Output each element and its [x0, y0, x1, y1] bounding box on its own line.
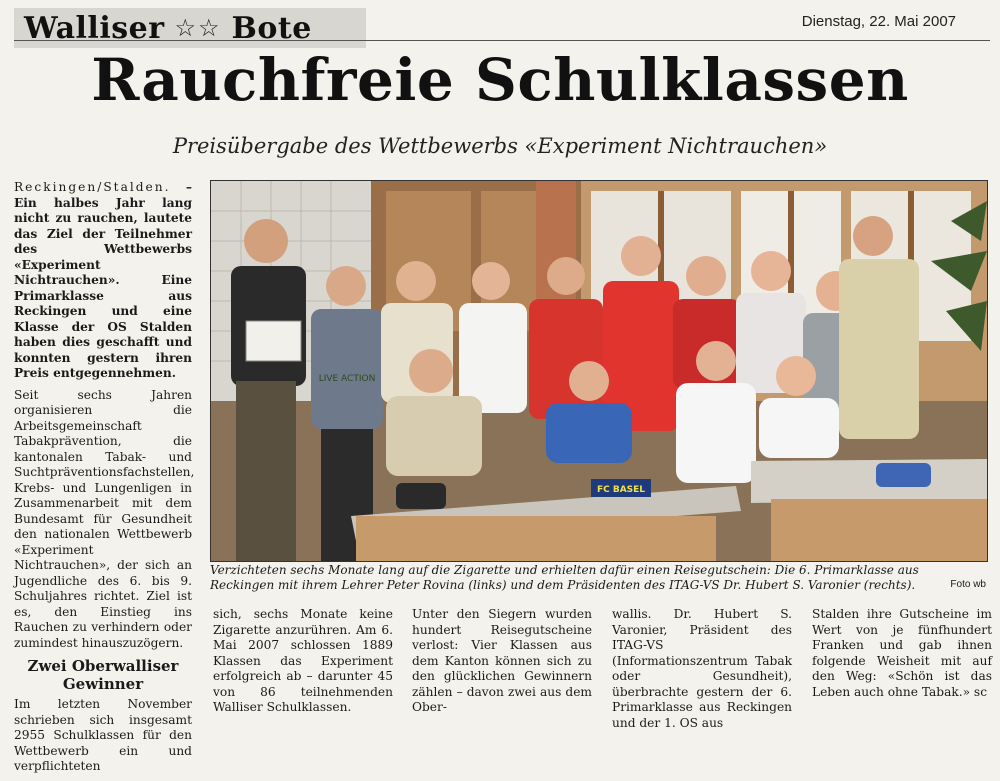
column-2: sich, sechs Monate keine Zigarette anzurühren. Am 6. Mai 2007 schlossen 1889 Klassen das Experiment erfolgreich ab – darunter 45 von 86 teilnehmenden Walliser Schulklassen. [213, 607, 393, 714]
left-column [14, 180, 195, 781]
sign-text: FC BASEL [596, 485, 646, 495]
intro-paragraph [14, 180, 192, 382]
issue-date: Dienstag, 22. Mai 2007 [801, 13, 956, 30]
masthead-stars-icon: ☆☆ [174, 14, 222, 42]
masthead [14, 8, 366, 48]
shirt-text: LIVE ACTION [318, 374, 376, 384]
class-photo-illustration [211, 181, 987, 561]
masthead-name-left: Walliser [24, 10, 165, 46]
lead-text: – Ein halbes Jahr lang nicht zu rauchen, lautete das Ziel der Teilnehmer des Wettbewerbs «Experiment Nichtrauchen». Eine Primarklasse aus Reckingen und eine Klasse der OS Stalden haben dies geschafft und konnten gestern ihren Preis entgegennehmen. [14, 180, 192, 380]
headline: Rauchfreie Schulklassen [91, 46, 909, 114]
dateline: Reckingen/Stalden. [14, 180, 171, 194]
column-4: wallis. Dr. Hubert S. Varonier, Präsident des ITAG-VS (Informationszentrum Tabak oder Gesundheit), überbrachte gestern der 6. Primarklasse aus Reckingen und der 1. OS aus [612, 607, 792, 730]
subhead: Zwei Oberwalliser Gewinner [27, 657, 179, 693]
column-3: Unter den Siegern wurden hundert Reisegutscheine verlost: Vier Klassen aus dem Kanton können sich zu den glücklichen Gewinnern zählen – davon zwei aus dem Ober- [412, 607, 592, 714]
subheadline: Preisübergabe des Wettbewerbs «Experiment Nichtrauchen» [172, 134, 828, 158]
photo-caption: Verzichteten sechs Monate lang auf die Zigarette und erhielten dafür einen Reisegutschein: Die 6. Primarklasse aus Reckingen mit ihrem Lehrer Peter Rovina (links) und dem Präsidenten des ITAG-VS Dr. Hubert S. Varonier (rechts). [210, 563, 919, 592]
photo-credit: Foto wb [950, 579, 986, 590]
column-5: Stalden ihre Gutscheine im Wert von je fünfhundert Franken und gab ihnen folgende Weisheit mit auf den Weg: «Schön ist das Leben auch ohne Tabak.» sc [812, 607, 992, 699]
column-1-text: Im letzten November schrieben sich insgesamt 2955 Schulklassen für den Wettbewerb ein und verpflichteten [14, 697, 192, 773]
masthead-rule [14, 40, 990, 41]
paragraph-1: Seit sechs Jahren organisieren die Arbeitsgemeinschaft Tabakprävention, die kantonalen Tabak- und Suchtpräventionsfachstellen, Krebs- und Lungenligen in Zusammenarbeit mit dem Bundesamt für Gesundheit den nationalen Wettbewerb «Experiment Nichtrauchen», der sich an Jugendliche des 6. bis 9. Schuljahres richtet. Ziel ist es, den Einstieg ins Rauchen zu verhindern oder zumindest hinauszuzögern. [14, 387, 195, 650]
class-photo [210, 180, 988, 562]
masthead-name-right: Bote [231, 10, 312, 46]
